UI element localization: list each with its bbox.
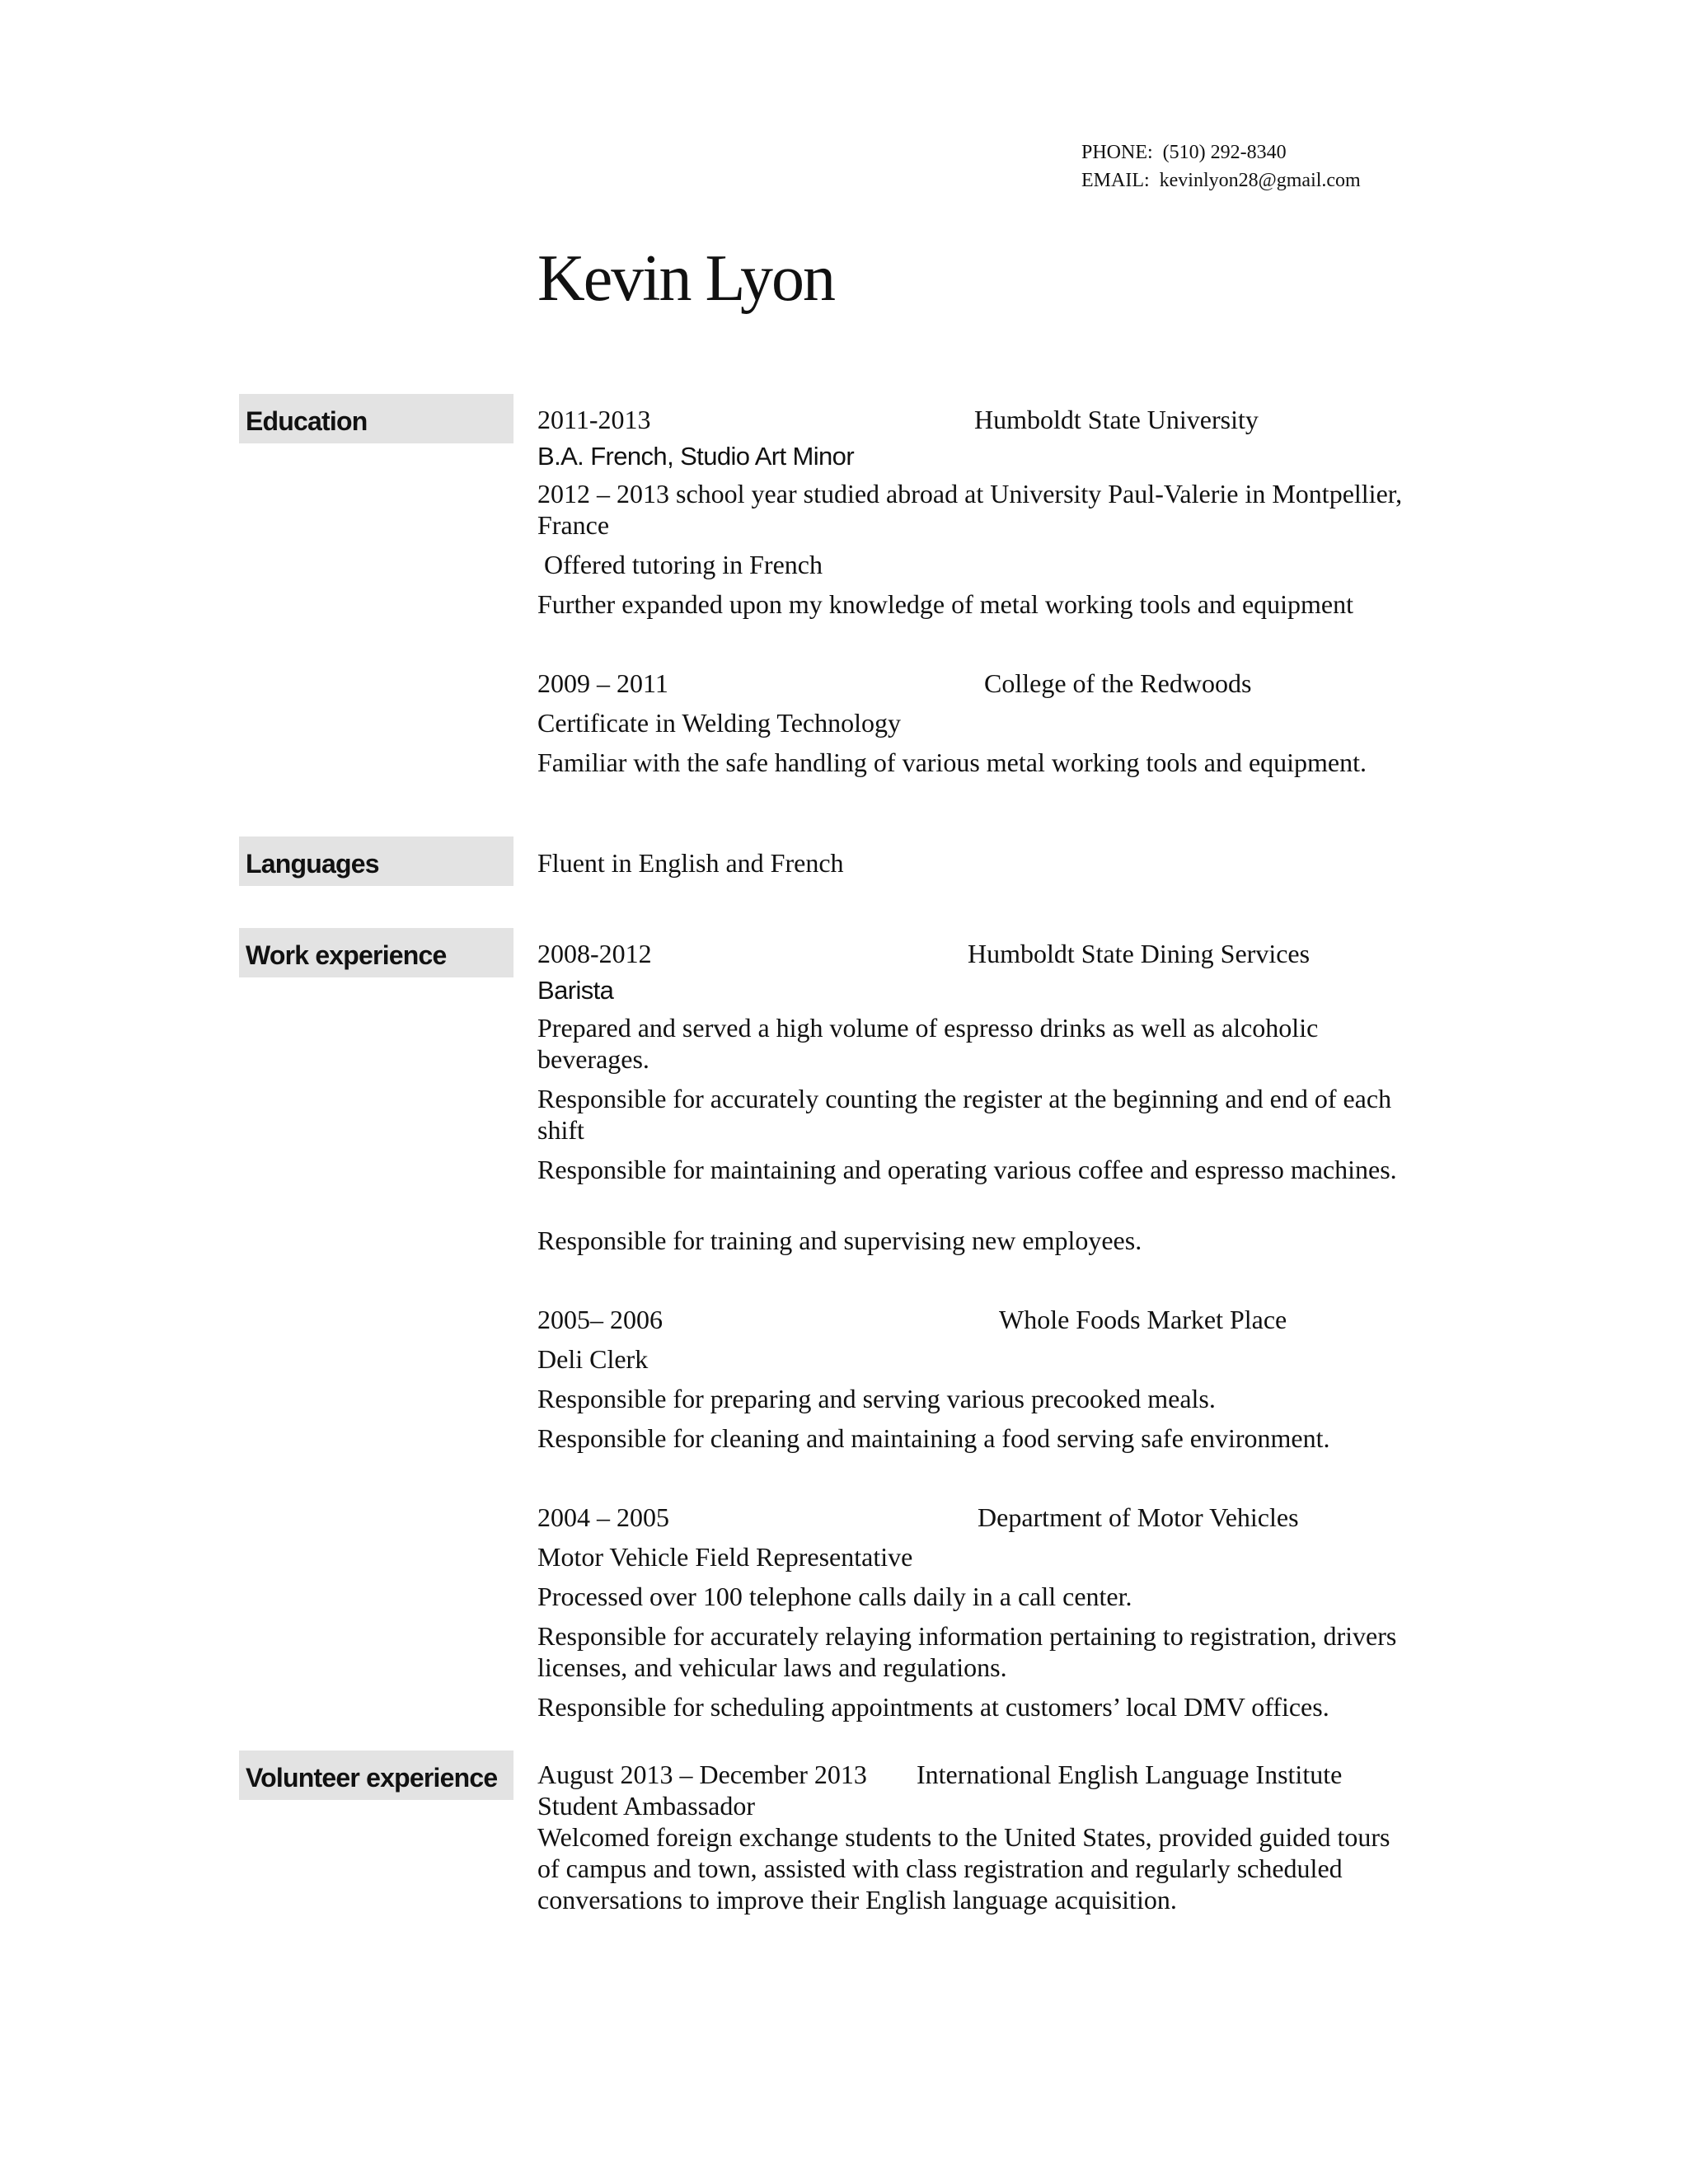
entry-organization: Department of Motor Vehicles [978,1502,1299,1532]
entry-detail: Responsible for maintaining and operating various coffee and espresso machines. [537,1155,1397,1184]
entry-detail: Processed over 100 telephone calls daily in a call center. [537,1582,1132,1611]
section-label-work-experience: Work experience [239,928,513,977]
entry-detail: Responsible for preparing and serving various precooked meals. [537,1384,1216,1413]
entry-detail: Further expanded upon my knowledge of metal working tools and equipment [537,589,1354,619]
entry-detail: 2012 – 2013 school year studied abroad at University Paul-Valerie in Montpellier, France [537,479,1403,540]
languages-text: Fluent in English and French [537,848,844,878]
entry-title: Motor Vehicle Field Representative [537,1542,913,1572]
entry-organization: Humboldt State University [974,405,1259,434]
entry-title: B.A. French, Studio Art Minor [537,442,855,471]
entry-detail: Welcomed foreign exchange students to the United States, provided guided tours of campus and town, assisted with class registration and regularly scheduled conversations to improve their English language acquisition. [537,1822,1390,1915]
entry-title: Student Ambassador [537,1791,755,1821]
entry-detail: Prepared and served a high volume of espresso drinks as well as alcoholic beverages. [537,1013,1319,1074]
entry-detail: Responsible for training and supervising new employees. [537,1226,1142,1255]
entry-dates: August 2013 – December 2013 [537,1760,867,1789]
contact-info [1081,138,1361,194]
entry-dates: 2008-2012 [537,939,652,968]
phone-text: PHONE: (510) 292-8340 [1081,142,1287,163]
entry-organization: International English Language Institute [917,1760,1343,1789]
entry-detail: Responsible for accurately counting the register at the beginning and end of each shift [537,1084,1392,1145]
entry-title: Certificate in Welding Technology [537,708,901,738]
entry-detail: Responsible for accurately relaying information pertaining to registration, drivers licenses, and vehicular laws and regulations. [537,1621,1397,1682]
entry-detail: Responsible for cleaning and maintaining a food serving safe environment. [537,1423,1330,1453]
entry-organization: College of the Redwoods [984,668,1252,698]
entry-dates: 2011-2013 [537,405,651,434]
section-label-languages: Languages [239,837,513,886]
entry-detail: Offered tutoring in French [537,550,823,579]
entry-organization: Whole Foods Market Place [999,1305,1287,1334]
entry-title: Barista [537,976,614,1005]
entry-detail: Familiar with the safe handling of various metal working tools and equipment. [537,748,1367,777]
entry-detail: Responsible for scheduling appointments at customers’ local DMV offices. [537,1692,1329,1722]
email-text: EMAIL: kevinlyon28@gmail.com [1081,170,1361,191]
candidate-name: Kevin Lyon [537,242,834,315]
entry-title: Deli Clerk [537,1344,649,1374]
entry-dates: 2005– 2006 [537,1305,663,1334]
entry-dates: 2009 – 2011 [537,668,668,698]
section-label-volunteer-experience: Volunteer experience [239,1750,513,1800]
entry-dates: 2004 – 2005 [537,1502,669,1532]
section-label-education: Education [239,394,513,443]
entry-organization: Humboldt State Dining Services [968,939,1311,968]
